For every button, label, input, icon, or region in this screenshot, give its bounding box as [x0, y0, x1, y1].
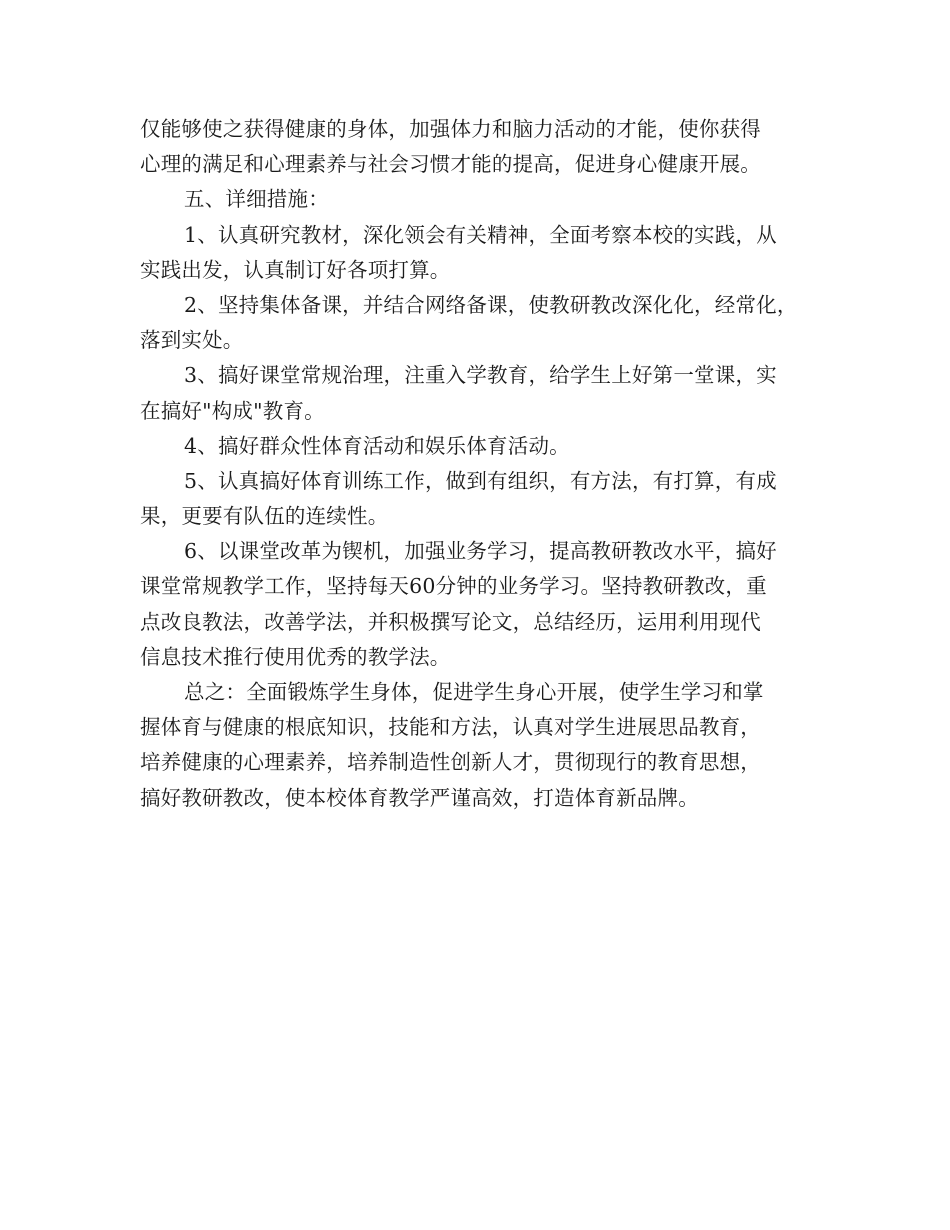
text-line: 3、搞好课堂常规治理，注重入学教育，给学生上好第一堂课，实	[184, 363, 777, 388]
text-line: 信息技术推行使用优秀的教学法。	[140, 644, 451, 669]
text-line: 搞好教研教改，使本校体育教学严谨高效，打造体育新品牌。	[140, 785, 699, 810]
text-line: 培养健康的心理素养，培养制造性创新人才，贯彻现行的教育思想，	[140, 750, 761, 775]
text-line: 心理的满足和心理素养与社会习惯才能的提高，促进身心健康开展。	[140, 152, 761, 177]
section-heading: 五、详细措施：	[184, 187, 329, 212]
text-line: 握体育与健康的根底知识，技能和方法，认真对学生进展思品教育，	[140, 715, 761, 740]
text-line: 课堂常规教学工作，坚持每天60分钟的业务学习。坚持教研教改，重	[140, 574, 767, 599]
text-line: 6、以课堂改革为锲机，加强业务学习，提高教研教改水平，搞好	[184, 539, 777, 564]
text-line: 实践出发，认真制订好各项打算。	[140, 257, 451, 282]
text-line: 点改良教法，改善学法，并积极撰写论文，总结经历，运用利用现代	[140, 609, 761, 634]
text-line: 落到实处。	[140, 328, 244, 353]
text-line: 4、搞好群众性体育活动和娱乐体育活动。	[184, 433, 570, 458]
text-line: 仅能够使之获得健康的身体，加强体力和脑力活动的才能，使你获得	[140, 117, 761, 141]
text-line: 2、坚持集体备课，并结合网络备课，使教研教改深化化，经常化，	[184, 292, 798, 317]
text-line: 5、认真搞好体育训练工作，做到有组织，有方法，有打算，有成	[184, 468, 777, 493]
text-line: 在搞好"构成"教育。	[140, 398, 325, 423]
text-line: 总之：全面锻炼学生身体，促进学生身心开展，使学生学习和掌	[184, 680, 764, 704]
text-line: 1、认真研究教材，深化领会有关精神，全面考察本校的实践，从	[184, 222, 777, 247]
text-line: 果，更要有队伍的连续性。	[140, 504, 389, 529]
body-text	[140, 112, 830, 816]
